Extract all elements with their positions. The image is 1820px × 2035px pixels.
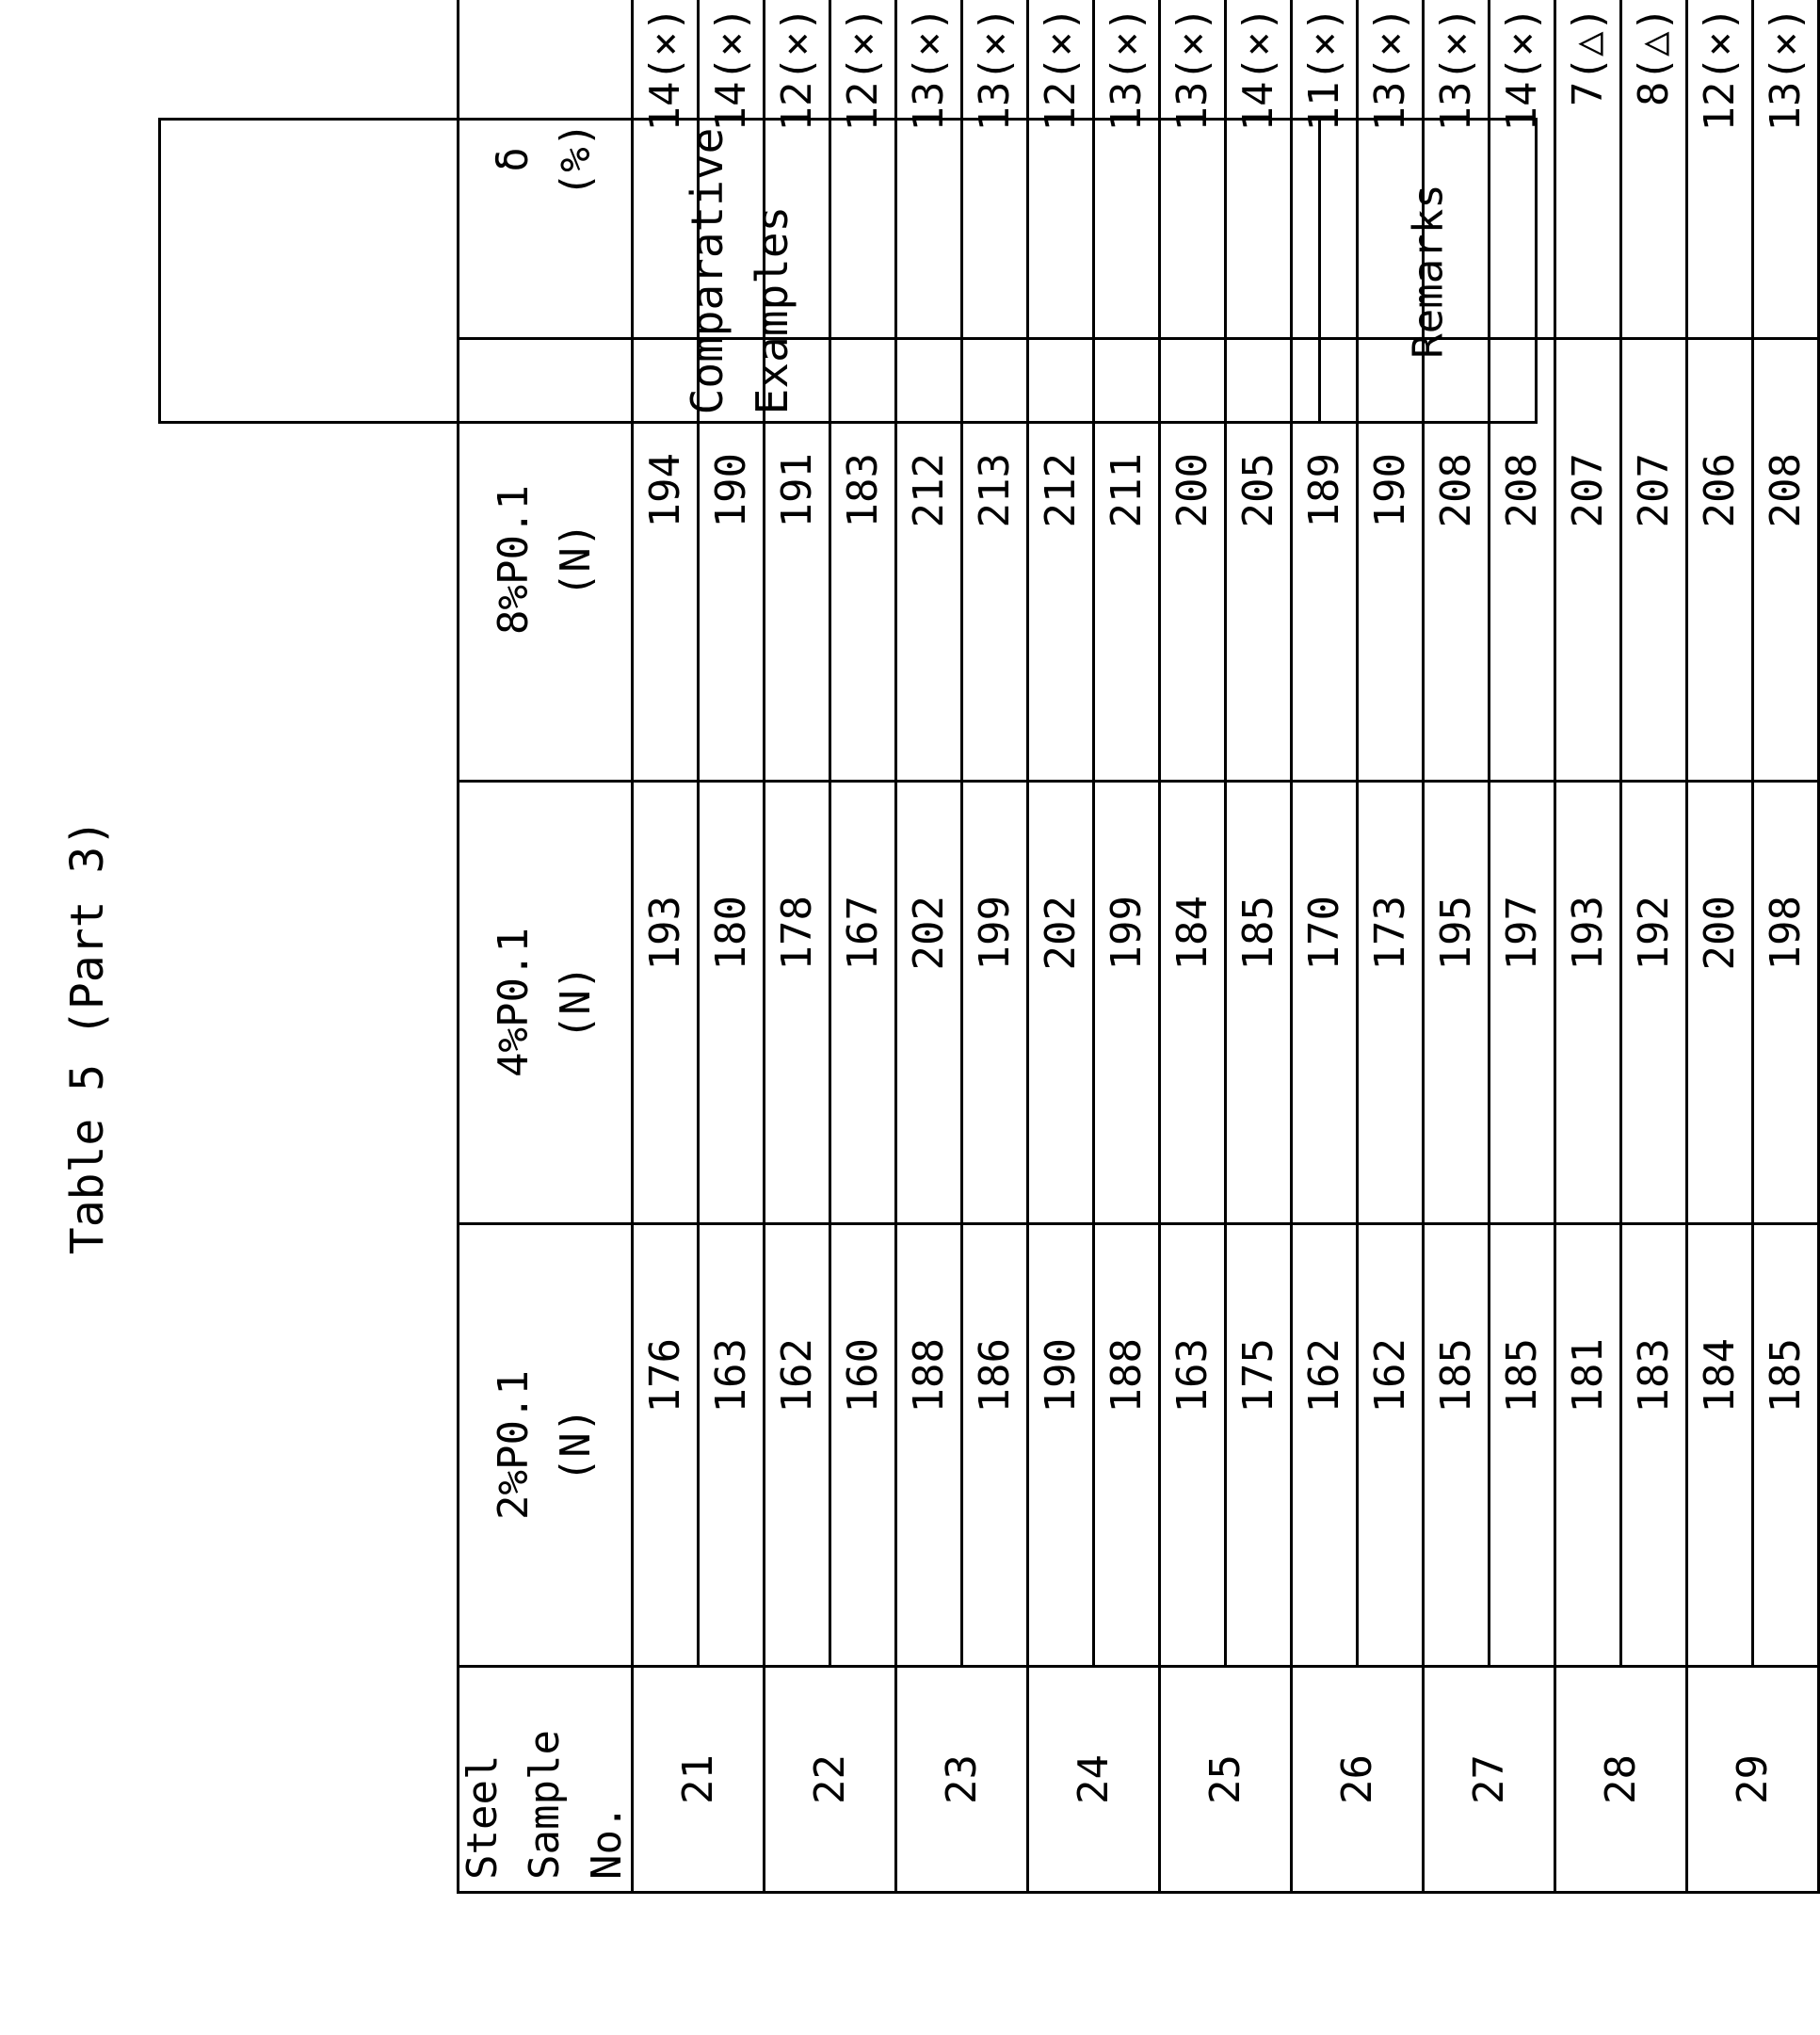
cell-p2: 184 — [1688, 1222, 1754, 1665]
cell-p2: 163 — [700, 1222, 765, 1665]
cell-p8: 191 — [765, 337, 831, 780]
remarks-body — [161, 121, 1318, 421]
cell-p4: 173 — [1359, 780, 1425, 1222]
cell-delta: 13(×) — [1754, 0, 1820, 337]
cell-delta: 14(×) — [634, 0, 700, 337]
cell-p4: 202 — [1029, 780, 1095, 1222]
cell-p2: 160 — [831, 1222, 897, 1665]
cell-p8: 205 — [1227, 337, 1293, 780]
cell-p2: 162 — [1293, 1222, 1359, 1665]
cell-delta: 12(×) — [1688, 0, 1754, 337]
header-remarks: Remarks — [1404, 183, 1452, 359]
cell-p4: 184 — [1161, 780, 1227, 1222]
header-p8-line-1: 8%P0.1 — [490, 485, 538, 635]
cell-p2: 190 — [1029, 1222, 1095, 1665]
sample-number-cell: 22 — [765, 1665, 897, 1891]
header-delta-line-1: δ — [490, 147, 538, 172]
cell-p2: 185 — [1425, 1222, 1490, 1665]
cell-delta: 13(×) — [1095, 0, 1161, 337]
header-sample-line-3: No. — [583, 1804, 631, 1880]
cell-p8: 189 — [1293, 337, 1359, 780]
remarks-text — [675, 127, 805, 414]
cell-p4: 199 — [1095, 780, 1161, 1222]
sample-number-cell: 25 — [1161, 1665, 1293, 1891]
cell-p8: 213 — [963, 337, 1029, 780]
cell-p4: 180 — [700, 780, 765, 1222]
cell-p4: 198 — [1754, 780, 1820, 1222]
header-delta-line-2: (%) — [552, 121, 600, 198]
cell-p2: 181 — [1556, 1222, 1622, 1665]
cell-p2: 185 — [1754, 1222, 1820, 1665]
cell-p4: 197 — [1490, 780, 1556, 1222]
cell-p8: 212 — [897, 337, 963, 780]
cell-p8: 211 — [1095, 337, 1161, 780]
cell-delta: 13(×) — [1425, 0, 1490, 337]
cell-p4: 170 — [1293, 780, 1359, 1222]
header-p4-line-2: (N) — [552, 964, 600, 1041]
header-p2-line-2: (N) — [552, 1407, 600, 1483]
sample-number-cell: 21 — [634, 1665, 765, 1891]
cell-p4: 202 — [897, 780, 963, 1222]
cell-p2: 162 — [1359, 1222, 1425, 1665]
cell-delta: 7(△) — [1556, 0, 1622, 337]
cell-p2: 185 — [1490, 1222, 1556, 1665]
cell-p2: 183 — [1622, 1222, 1688, 1665]
header-steel-sample-no — [459, 1665, 634, 1891]
sample-number-cell: 29 — [1688, 1665, 1820, 1891]
cell-delta: 14(×) — [700, 0, 765, 337]
remarks-column — [158, 118, 1538, 424]
cell-delta: 8(△) — [1622, 0, 1688, 337]
cell-delta: 14(×) — [1490, 0, 1556, 337]
cell-p8: 190 — [700, 337, 765, 780]
cell-p4: 200 — [1688, 780, 1754, 1222]
cell-p8: 208 — [1754, 337, 1820, 780]
remarks-line-1: Comparative — [681, 127, 733, 414]
cell-p8: 206 — [1688, 337, 1754, 780]
cell-p4: 193 — [1556, 780, 1622, 1222]
cell-p8: 183 — [831, 337, 897, 780]
sample-number-cell: 26 — [1293, 1665, 1425, 1891]
cell-delta: 14(×) — [1227, 0, 1293, 337]
cell-p2: 188 — [1095, 1222, 1161, 1665]
header-p2-line-1: 2%P0.1 — [490, 1370, 538, 1520]
cell-delta: 12(×) — [831, 0, 897, 337]
header-2pct-p01 — [459, 1222, 634, 1665]
header-sample-line-2: Sample — [521, 1730, 569, 1880]
sample-number-cell: 24 — [1029, 1665, 1161, 1891]
cell-delta: 13(×) — [963, 0, 1029, 337]
sample-number-cell: 28 — [1556, 1665, 1688, 1891]
header-p4-line-1: 4%P0.1 — [490, 928, 538, 1077]
cell-delta: 12(×) — [1029, 0, 1095, 337]
cell-delta: 13(×) — [897, 0, 963, 337]
cell-p8: 190 — [1359, 337, 1425, 780]
header-4pct-p01 — [459, 780, 634, 1222]
cell-p4: 193 — [634, 780, 700, 1222]
cell-p8: 208 — [1425, 337, 1490, 780]
cell-p8: 207 — [1622, 337, 1688, 780]
cell-p8: 212 — [1029, 337, 1095, 780]
table-title: Table 5 (Part 3) — [61, 818, 114, 1255]
cell-delta: 13(×) — [1161, 0, 1227, 337]
cell-delta: 12(×) — [765, 0, 831, 337]
cell-p2: 175 — [1227, 1222, 1293, 1665]
sample-number-cell: 27 — [1425, 1665, 1556, 1891]
cell-p4: 178 — [765, 780, 831, 1222]
cell-delta: 11(×) — [1293, 0, 1359, 337]
cell-p2: 176 — [634, 1222, 700, 1665]
cell-p2: 186 — [963, 1222, 1029, 1665]
cell-p2: 162 — [765, 1222, 831, 1665]
header-sample-line-1: Steel — [459, 1754, 507, 1880]
cell-p8: 207 — [1556, 337, 1622, 780]
remarks-line-2: Examples — [746, 205, 797, 414]
cell-p4: 192 — [1622, 780, 1688, 1222]
cell-p8: 194 — [634, 337, 700, 780]
cell-p8: 200 — [1161, 337, 1227, 780]
cell-p2: 163 — [1161, 1222, 1227, 1665]
cell-p4: 185 — [1227, 780, 1293, 1222]
cell-delta: 13(×) — [1359, 0, 1425, 337]
cell-p4: 167 — [831, 780, 897, 1222]
cell-p4: 199 — [963, 780, 1029, 1222]
header-p8-line-2: (N) — [552, 522, 600, 598]
sample-number-cell: 23 — [897, 1665, 1029, 1891]
cell-p8: 208 — [1490, 337, 1556, 780]
cell-p2: 188 — [897, 1222, 963, 1665]
cell-p4: 195 — [1425, 780, 1490, 1222]
remarks-header-area — [1318, 121, 1535, 421]
